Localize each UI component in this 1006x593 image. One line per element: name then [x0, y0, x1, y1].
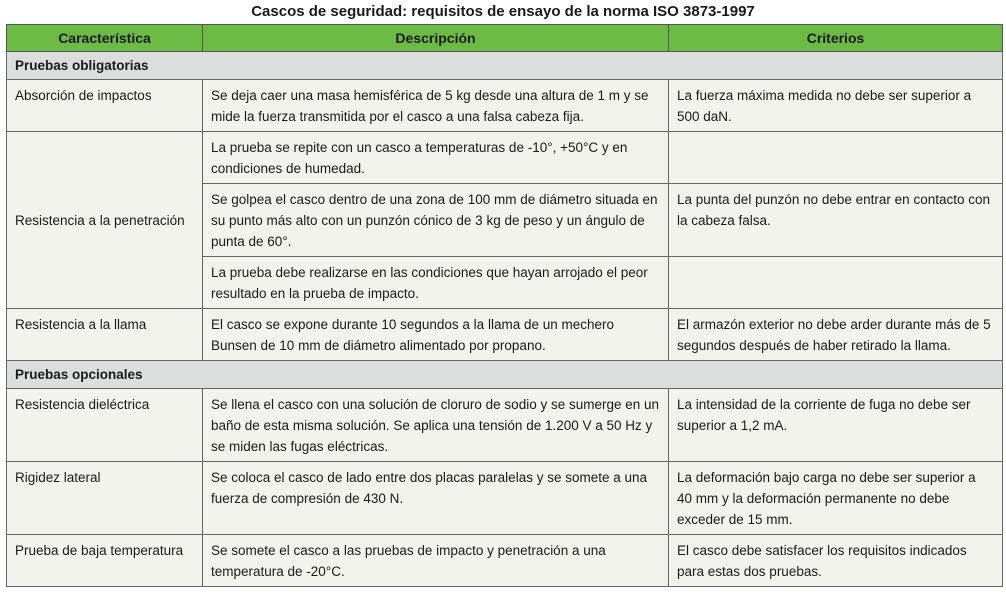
criteria-cell: La fuerza máxima medida no debe ser superior a 500 daN. [669, 80, 1003, 132]
description-cell: El casco se expone durante 10 segundos a la llama de un mechero Bunsen de 10 mm de diámetro alimentado por propano. [203, 309, 669, 361]
header-description: Descripción [203, 25, 669, 52]
table-row [7, 389, 1003, 462]
table-row [7, 309, 1003, 361]
characteristic-cell: Rigidez lateral [7, 462, 203, 535]
description-cell: Se coloca el casco de lado entre dos placas paralelas y se somete a una fuerza de compresión de 430 N. [203, 462, 669, 535]
table-row [7, 80, 1003, 132]
section-title-optional: Pruebas opcionales [7, 361, 1003, 389]
criteria-cell: El casco debe satisfacer los requisitos indicados para estas dos pruebas. [669, 535, 1003, 587]
requirements-table [6, 24, 1003, 587]
description-cell: Se deja caer una masa hemisférica de 5 kg desde una altura de 1 m y se mide la fuerza transmitida por el casco a una falsa cabeza fija. [203, 80, 669, 132]
criteria-cell: El armazón exterior no debe arder durante más de 5 segundos después de haber retirado la llama. [669, 309, 1003, 361]
criteria-cell [669, 132, 1003, 184]
header-criteria: Criterios [669, 25, 1003, 52]
section-row-optional [7, 361, 1003, 389]
characteristic-cell: Absorción de impactos [7, 80, 203, 132]
criteria-cell: La deformación bajo carga no debe ser superior a 40 mm y la deformación permanente no debe exceder de 15 mm. [669, 462, 1003, 535]
description-cell: Se llena el casco con una solución de cloruro de sodio y se sumerge en un baño de esta misma solución. Se aplica una tensión de 1.200 V a 50 Hz y se miden las fugas eléctricas. [203, 389, 669, 462]
characteristic-cell: Resistencia a la llama [7, 309, 203, 361]
description-cell: Se golpea el casco dentro de una zona de 100 mm de diámetro situada en su punto más alto con un punzón cónico de 3 kg de peso y un ángulo de punta de 60°. [203, 184, 669, 257]
description-cell: La prueba debe realizarse en las condiciones que hayan arrojado el peor resultado en la prueba de impacto. [203, 257, 669, 309]
criteria-cell: La intensidad de la corriente de fuga no debe ser superior a 1,2 mA. [669, 389, 1003, 462]
description-cell: La prueba se repite con un casco a temperaturas de -10°, +50°C y en condiciones de humedad. [203, 132, 669, 184]
characteristic-cell: Resistencia a la penetración [7, 132, 203, 309]
characteristic-cell: Prueba de baja temperatura [7, 535, 203, 587]
header-row [7, 25, 1003, 52]
criteria-cell: La punta del punzón no debe entrar en contacto con la cabeza falsa. [669, 184, 1003, 257]
description-cell: Se somete el casco a las pruebas de impacto y penetración a una temperatura de -20°C. [203, 535, 669, 587]
section-title-mandatory: Pruebas obligatorias [7, 52, 1003, 80]
criteria-cell [669, 257, 1003, 309]
header-characteristic: Característica [7, 25, 203, 52]
table-title: Cascos de seguridad: requisitos de ensayo de la norma ISO 3873-1997 [251, 3, 755, 20]
table-row [7, 535, 1003, 587]
table-row [7, 132, 1003, 184]
characteristic-cell: Resistencia dieléctrica [7, 389, 203, 462]
section-row-mandatory [7, 52, 1003, 80]
table-row [7, 462, 1003, 535]
